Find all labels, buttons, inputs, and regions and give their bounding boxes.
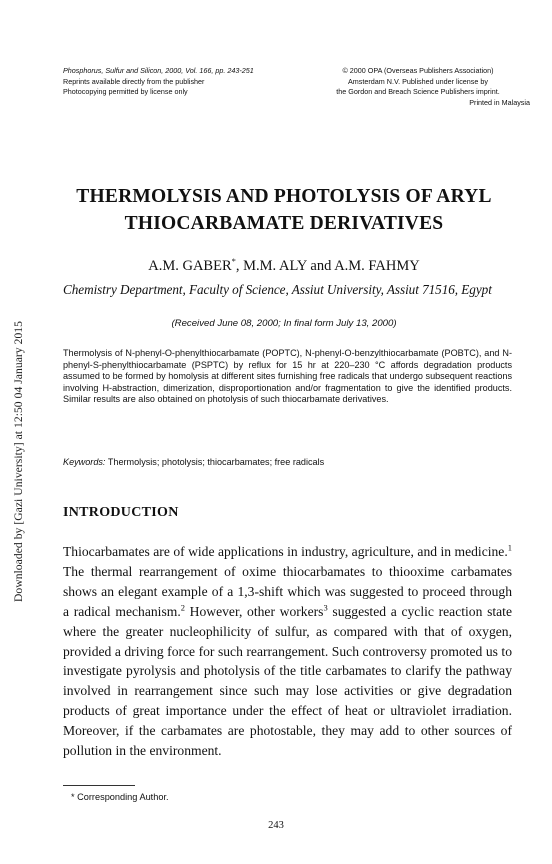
- citation-line-1: Phosphorus, Sulfur and Silicon, 2000, Vol. 166, pp. 243-251: [63, 66, 254, 75]
- keywords-list: Thermolysis; photolysis; thiocarbamates; free radicals: [107, 457, 325, 467]
- intro-text-4: suggested a cyclic reaction state where the greater nucleophilicity of sulfur, as compared with that of oxygen, provided a driving force for such rearrangement. Such controversy promoted us to investigate pyrolysis and photolysis of the title carbamates to clarify the pathway involved in rearrangement since such may lose activities or give degradation products of great importance under the effect of heat or ultraviolet irradiation. Moreover, if the carbamates are photostable, they may add to other sources of pollution in the environment.: [63, 603, 512, 759]
- download-watermark: Downloaded by [Gazi University] at 12:50 04 January 2015: [12, 321, 25, 602]
- journal-citation: [63, 66, 303, 98]
- publisher-notice: [300, 66, 530, 108]
- citation-line-3: Photocopying permitted by license only: [63, 87, 188, 96]
- intro-text-3: However, other workers: [184, 603, 324, 619]
- section-heading: INTRODUCTION: [63, 505, 179, 520]
- publisher-line-2: Amsterdam N.V. Published under license by: [348, 76, 488, 86]
- keywords: [63, 457, 512, 467]
- author-list: [60, 258, 508, 275]
- reference-2: 2: [180, 602, 185, 613]
- introduction-body: [63, 542, 512, 761]
- reference-1: 1: [507, 542, 512, 553]
- publisher-line-4: Printed in Malaysia: [469, 97, 530, 107]
- intro-text-2: The thermal rearrangement of oxime thiocarbamates to thiooxime carbamates shows an elegant example of a 1,3-shift which was suggested to proceed through a radical mechanism.: [63, 563, 512, 619]
- intro-paragraph: [63, 542, 512, 761]
- author-others: , M.M. ALY and A.M. FAHMY: [235, 258, 420, 274]
- citation-line-2: Reprints available directly from the publisher: [63, 76, 205, 86]
- corresponding-mark: *: [231, 256, 236, 267]
- paper-title: [60, 183, 508, 237]
- footnote-rule: [63, 785, 135, 786]
- publisher-line-1: © 2000 OPA (Overseas Publishers Association): [342, 66, 494, 75]
- footnote: * Corresponding Author.: [71, 792, 169, 802]
- title-line-2: THIOCARBAMATE DERIVATIVES: [124, 213, 444, 234]
- abstract: Thermolysis of N-phenyl-O-phenylthiocarbamate (POPTC), N-phenyl-O-benzylthiocarbamate (POBTC), and N-phenyl-S-phenylthiocarbamate (PSPTC) by reflux for 15 hr at 220–230 °C affords degradation products assumed to be formed by homolysis at different sites furnishing free radicals that undergo subsequent reactions involving H-abstraction, dimerization, disproportionation and/or fragmentation to give the identified products. Similar results are also obtained on photolysis of such thiocarbamate derivatives.: [63, 348, 512, 405]
- publisher-line-3: the Gordon and Breach Science Publishers imprint.: [336, 87, 500, 96]
- reference-3: 3: [323, 602, 328, 613]
- page-number: 243: [268, 820, 284, 831]
- received-dates: (Received June 08, 2000; In final form July 13, 2000): [171, 318, 397, 329]
- keywords-label: Keywords:: [63, 457, 106, 467]
- intro-text-1: Thiocarbamates are of wide applications in industry, agriculture, and in medicine.: [63, 544, 508, 559]
- affiliation: Chemistry Department, Faculty of Science, Assiut University, Assiut 71516, Egypt: [63, 282, 492, 297]
- author-first: A.M. GABER: [148, 258, 232, 274]
- title-line-1: THERMOLYSIS AND PHOTOLYSIS OF ARYL: [76, 186, 492, 207]
